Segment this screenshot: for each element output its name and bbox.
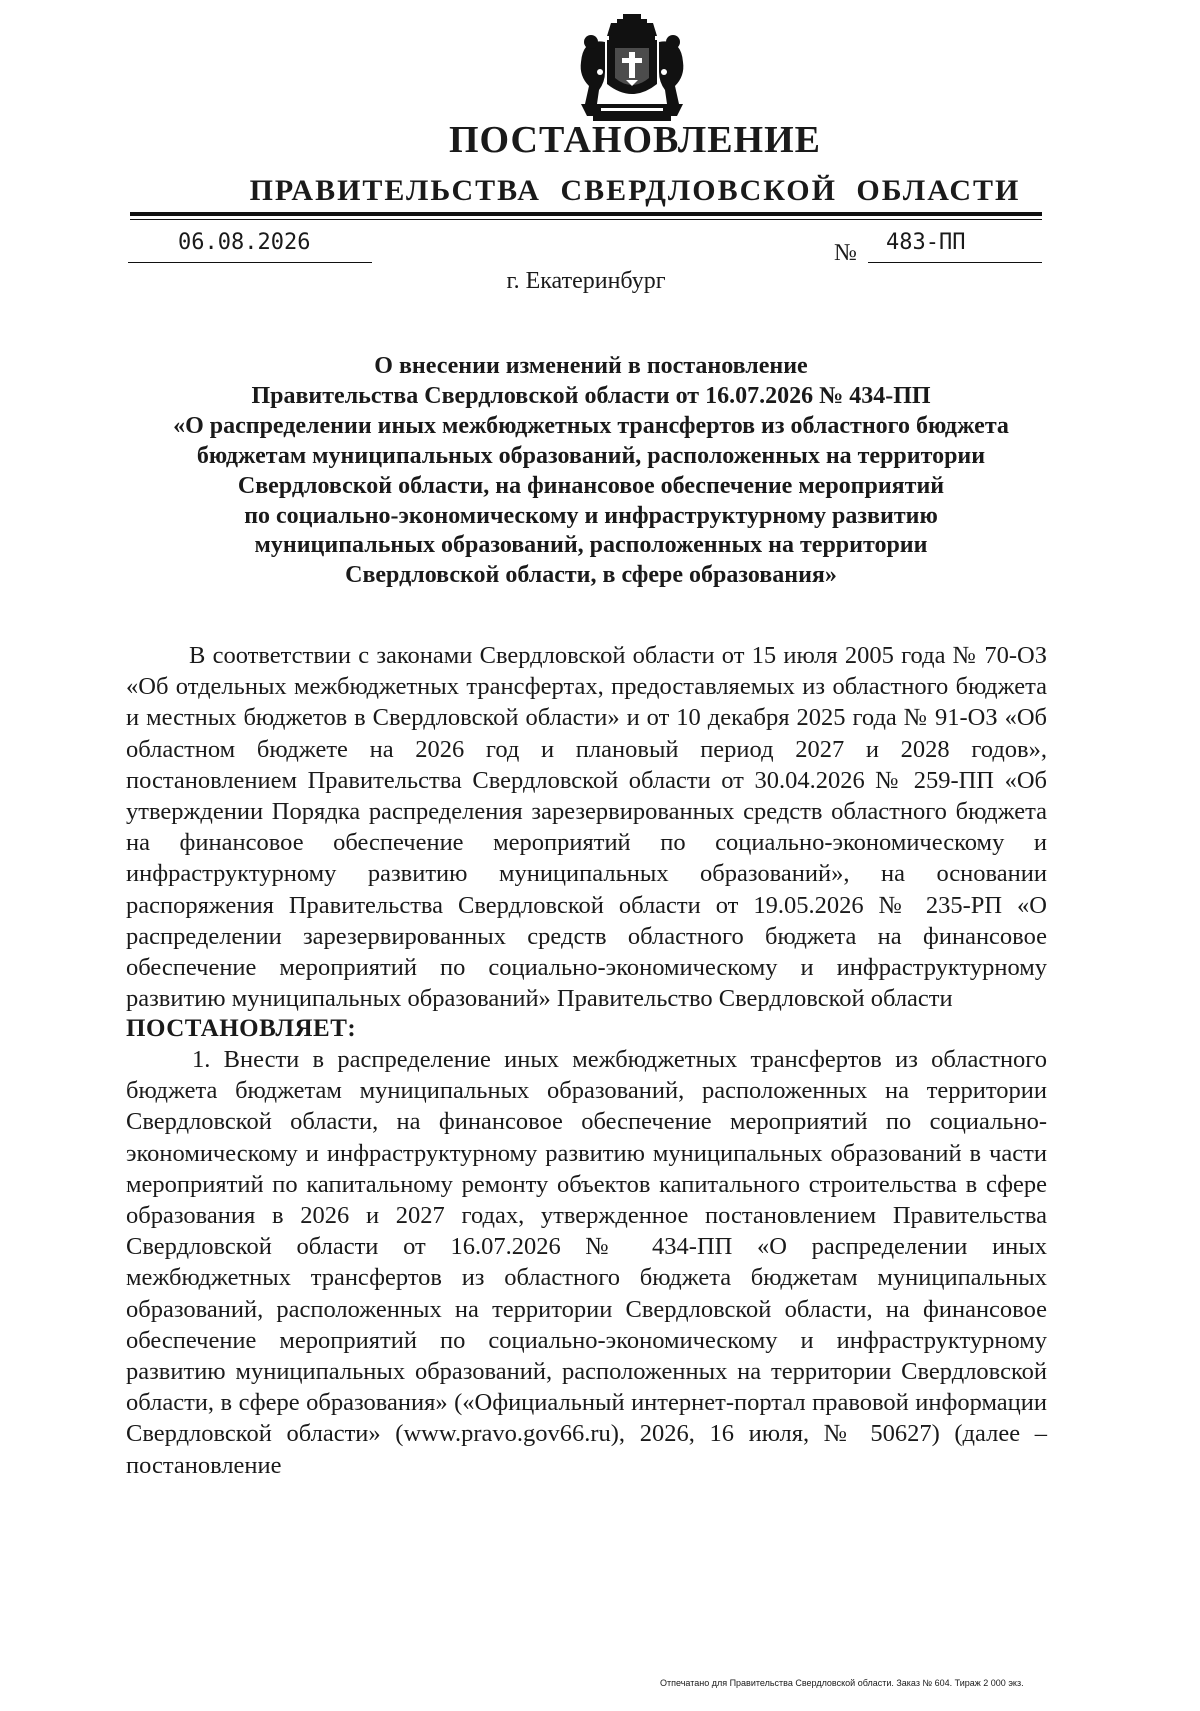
document-number: 483-ПП bbox=[886, 230, 966, 255]
number-sign: № bbox=[834, 240, 857, 266]
document-type-heading: ПОСТАНОВЛЕНИЕ bbox=[448, 119, 822, 161]
preamble-paragraph: В соответствии с законами Свердловской области от 15 июля 2005 года № 70-ОЗ «Об отдельных межбюджетных трансфертах, предоставляемых из областного бюджета и местных бюджетов в Свердловской области» и от 10 декабря 2025 года № 91-ОЗ «Об областном бюджете на 2026 год и плановый период 2027 и 2028 годов», постановлением Правительства Свердловской области от 30.04.2026 № 259-ПП «Об утверждении Порядка распределения зарезервированных средств областного бюджета на финансовое обеспечение мероприятий по социально-экономическому и инфраструктурному развитию муниципальных образований», на основании распоряжения Правительства Свердловской области от 19.05.2026 № 235-РП «О распределении зарезервированных средств областного бюджета на финансовое обеспечение мероприятий по социально-экономическому и инфраструктурному развитию муниципальных образований» Правительство Свердловской области bbox=[126, 642, 1047, 1013]
header-divider-thick bbox=[130, 212, 1042, 216]
print-note: Отпечатано для Правительства Свердловской области. Заказ № 604. Тираж 2 000 экз. bbox=[660, 1678, 1024, 1688]
document-title: О внесении изменений в постановление Правительства Свердловской области от 16.07.2026 № 434-ПП «О распределении иных межбюджетных трансфертов из областного бюджета бюджетам муниципальных образований, расположенных на территории Свердловской области, на финансовое обеспечение мероприятий по социально-экономическому и инфраструктурному развитию муниципальных образований, расположенных на территории Свердловской области, в сфере образования» bbox=[173, 353, 1009, 589]
date-underline bbox=[128, 262, 372, 263]
resolves-heading: ПОСТАНОВЛЯЕТ: bbox=[126, 1015, 357, 1042]
number-underline bbox=[868, 262, 1042, 263]
document-date: 06.08.2026 bbox=[178, 230, 311, 255]
header-divider-thin bbox=[130, 219, 1042, 220]
coat-of-arms-emblem bbox=[571, 12, 693, 124]
issuer-heading: ПРАВИТЕЛЬСТВА СВЕРДЛОВСКОЙ ОБЛАСТИ bbox=[249, 174, 1021, 207]
item-1-paragraph: 1. Внести в распределение иных межбюджетных трансфертов из областного бюджета бюджетам муниципальных образований, расположенных на территории Свердловской области, на финансовое обеспечение мероприятий по социально-экономическому и инфраструктурному развитию муниципальных образований в части мероприятий по капитальному ремонту объектов капитального строительства в сфере образования в 2026 и 2027 годах, утвержденное постановлением Правительства Свердловской области от 16.07.2026 № 434-ПП «О распределении иных межбюджетных трансфертов из областного бюджета бюджетам муниципальных образований, расположенных на территории Свердловской области, на финансовое обеспечение мероприятий по социально-экономическому и инфраструктурному развитию муниципальных образований, расположенных на территории Свердловской области, в сфере образования» («Официальный интернет-портал правовой информации Свердловской области» (www.pravo.gov66.ru), 2026, 16 июля, № 50627) (далее – постановление bbox=[126, 1046, 1047, 1479]
issue-city: г. Екатеринбург bbox=[506, 268, 666, 294]
